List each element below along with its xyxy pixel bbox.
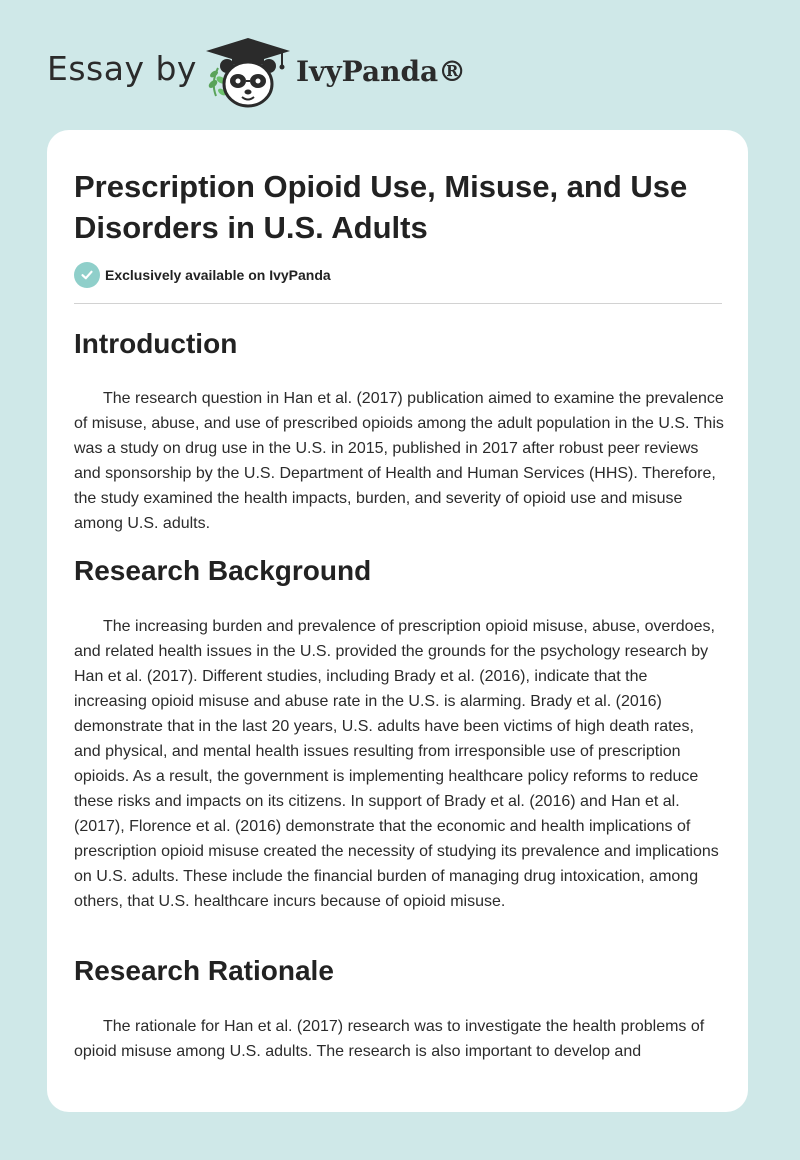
exclusive-badge xyxy=(74,262,331,288)
panda-mascot-icon[interactable] xyxy=(202,36,294,110)
check-icon xyxy=(74,262,100,288)
section-heading: Research Background xyxy=(74,555,372,586)
section-paragraph: The research question in Han et al. (2017) publication aimed to examine the prevalence of misuse, abuse, and use of prescribed opioids among the adult population in the U.S. This was a study on drug use in the U.S. in 2015, published in 2017 after robust peer reviews and sponsorship by the U.S. Department of Health and Human Services (HHS). Therefore, the study examined the health impacts, burden, and severity of opioid use and misuse among U.S. adults. xyxy=(74,390,724,532)
section-research-background xyxy=(74,553,724,914)
divider xyxy=(74,303,722,304)
section-introduction xyxy=(74,326,724,536)
section-paragraph: The increasing burden and prevalence of prescription opioid misuse, abuse, overdoes, and related health issues in the U.S. provided the grounds for the psychology research by Han et al. (2017). Different studies, including Brady et al. (2016), indicate that the increasing opioid misuse and abuse rate in the U.S. is alarming. Brady et al. (2016) demonstrate that in the last 20 years, U.S. adults have been victims of high death rates, and physical, and mental health issues resulting from irresponsible use of prescription opioids. As a result, the government is implementing healthcare policy reforms to reduce these risks and impacts on its citizens. In support of Brady et al. (2016) and Han et al. (2017), Florence et al. (2016) demonstrate that the economic and health implications of prescription opioid misuse created the necessity of studying its prevalence and implications on U.S. adults. These include the financial burden of managing drug intoxication, among others, that U.S. healthcare incurs because of opioid misuse. xyxy=(74,618,719,910)
exclusive-badge-label: Exclusively available on IvyPanda xyxy=(105,267,331,283)
section-paragraph: The rationale for Han et al. (2017) research was to investigate the health problems of opioid misuse among U.S. adults. The research is also important to develop and xyxy=(74,1018,705,1060)
article-title: Prescription Opioid Use, Misuse, and Use Disorders in U.S. Adults xyxy=(74,169,688,245)
brand-name[interactable]: IvyPanda® xyxy=(296,55,467,88)
section-research-rationale xyxy=(74,953,724,1064)
site-header xyxy=(0,0,800,130)
article-card xyxy=(47,130,748,1112)
essay-by-label: Essay by xyxy=(47,49,197,88)
section-heading: Research Rationale xyxy=(74,955,334,986)
section-heading: Introduction xyxy=(74,328,238,359)
